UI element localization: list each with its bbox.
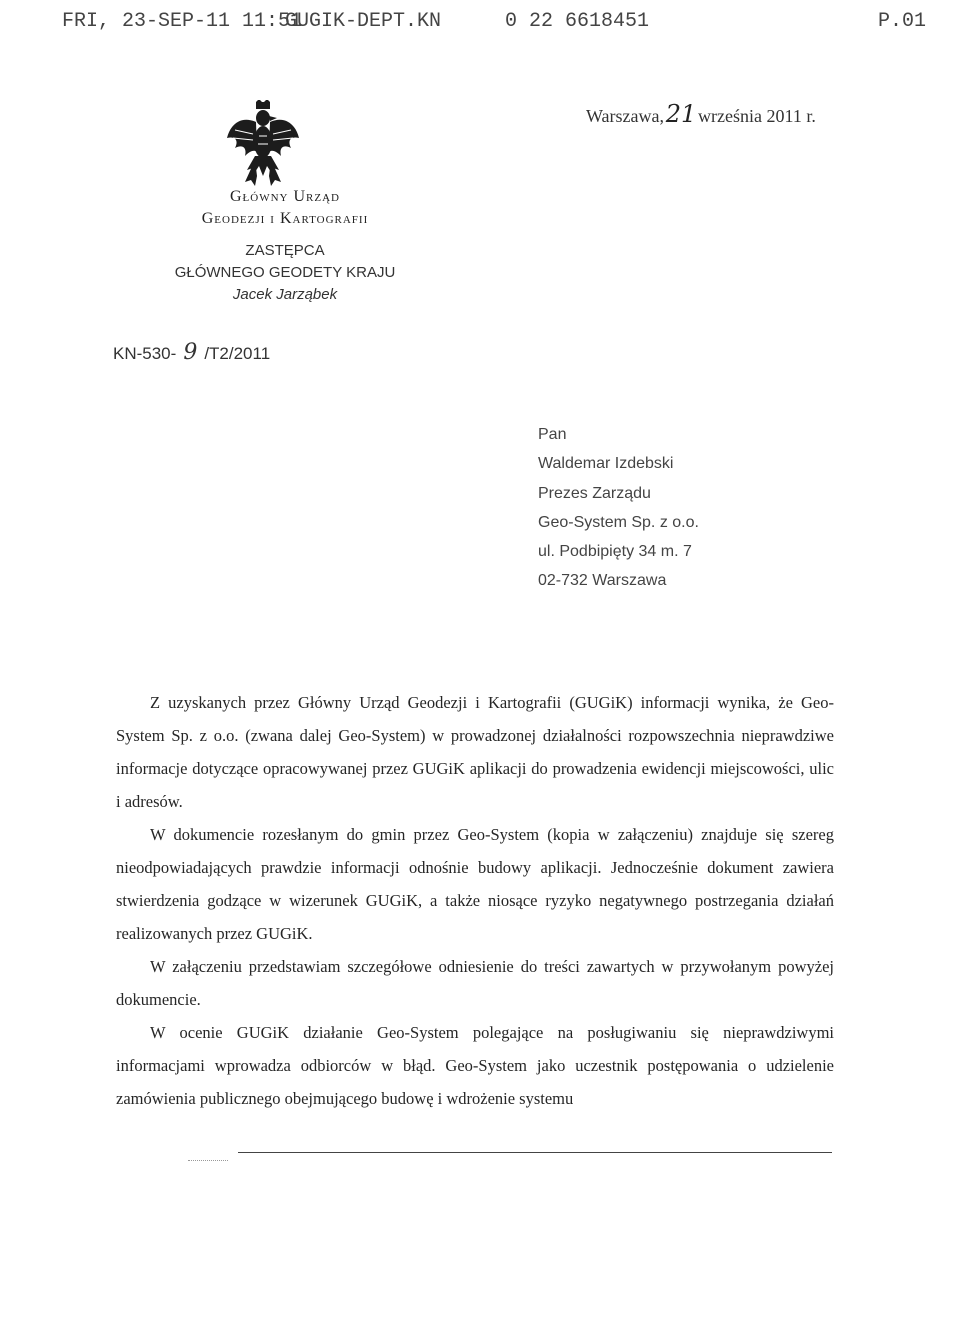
position-title-line2: GŁÓWNEGO GEODETY KRAJU bbox=[174, 264, 396, 281]
fax-timestamp: FRI, 23-SEP-11 11:51 bbox=[62, 10, 303, 33]
reference-handwritten: 9 bbox=[183, 340, 198, 365]
letter-date bbox=[586, 100, 816, 128]
official-name: Jacek Jarząbek bbox=[232, 286, 338, 303]
office-name-line2: Geodezji i Kartografii bbox=[201, 210, 369, 227]
body-paragraph: Z uzyskanych przez Główny Urząd Geodezji i Kartografii (GUGiK) informacji wynika, że Geo-System Sp. z o.o. (zwana dalej Geo-System) w prowadzonej działalności rozpowszechnia nieprawdziwe informacje dotyczące opracowywanej przez GUGiK aplikacji do prowadzenia ewidencji miejscowości, ulic i adresów. bbox=[116, 693, 834, 811]
letter-body bbox=[116, 686, 834, 1115]
office-name-line1: Główny Urząd bbox=[230, 188, 340, 205]
fax-header bbox=[0, 6, 960, 38]
polish-eagle-emblem-icon bbox=[225, 100, 301, 190]
recipient-line: 02-732 Warszawa bbox=[538, 572, 667, 590]
recipient-address bbox=[538, 420, 699, 596]
reference-suffix: /T2/2011 bbox=[204, 344, 271, 363]
recipient-line: Geo-System Sp. z o.o. bbox=[538, 513, 699, 531]
body-paragraph: W załączeniu przedstawiam szczegółowe odniesienie do treści zawartych w przywołanym powyżej dokumencie. bbox=[116, 957, 834, 1009]
recipient-line: ul. Podbipięty 34 m. 7 bbox=[538, 543, 692, 561]
recipient-line: Pan bbox=[538, 426, 567, 443]
date-suffix: września 2011 r. bbox=[698, 106, 816, 126]
position-title-line1: ZASTĘPCA bbox=[245, 242, 325, 259]
body-paragraph: W dokumencie rozesłanym do gmin przez Geo-System (kopia w załączeniu) znajduje się szereg nieodpowiadających prawdzie informacji odnośnie budowy aplikacji. Jednocześnie dokument zawiera stwierdzenia godzące w wizerunek GUGiK, a także niosące ryzyko negatywnego postrzegania działań realizowanych przez GUGiK. bbox=[116, 825, 834, 943]
reference-prefix: KN-530- bbox=[113, 344, 177, 363]
office-header bbox=[150, 186, 420, 306]
fax-page-number: P.01 bbox=[878, 10, 927, 33]
dotted-divider bbox=[188, 1160, 228, 1161]
date-prefix: Warszawa, bbox=[586, 106, 665, 126]
fax-sender: GUGIK-DEPT.KN bbox=[285, 10, 442, 33]
recipient-line: Prezes Zarządu bbox=[538, 484, 651, 502]
fax-phone-number: 0 22 6618451 bbox=[505, 10, 650, 33]
body-paragraph: W ocenie GUGiK działanie Geo-System polegające na posługiwaniu się nieprawdziwymi informacjami wprowadza odbiorców w błąd. Geo-System jako uczestnik postępowania o udzielenie zamówienia publicznego obejmującego budowę i wdrożenie systemu bbox=[116, 1023, 834, 1108]
recipient-line: Waldemar Izdebski bbox=[538, 455, 674, 473]
page-divider-line bbox=[238, 1152, 832, 1153]
reference-number bbox=[113, 340, 270, 365]
handwritten-day: 21 bbox=[665, 100, 697, 128]
